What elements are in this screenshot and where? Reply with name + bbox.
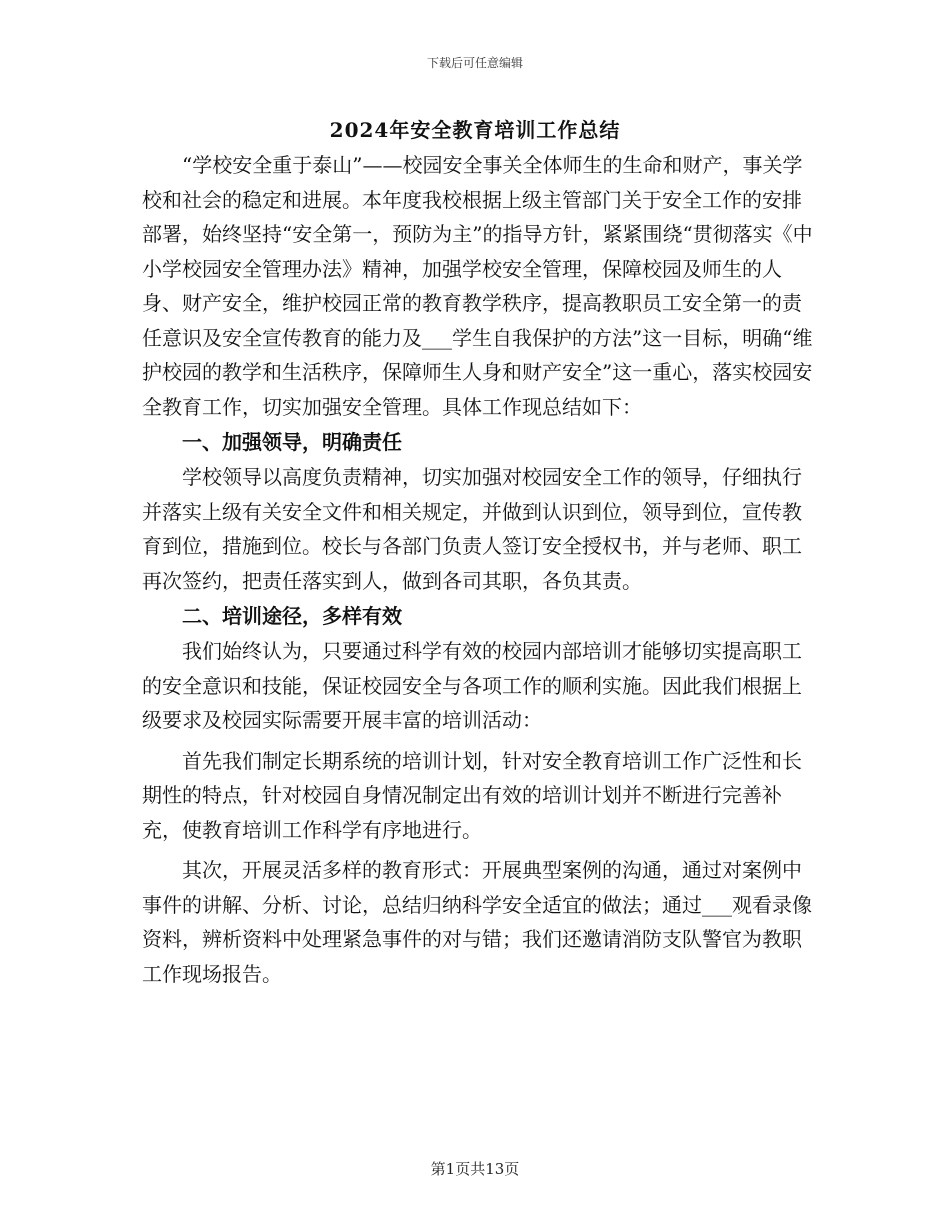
document-body [142,148,818,991]
intro-paragraph: “学校安全重于泰山”——校园安全事关全体师生的生命和财产，事关学校和社会的稳定和进展。本年度我校根据上级主管部门关于安全工作的安排部署，始终坚持“安全第一，预防为主”的指导方针，紧紧围绕“贯彻落实《中小学校园安全管理办法》精神，加强学校安全管理，保障校园及师生的人身、财产安全，维护校园正常的教育教学秩序，提高教职员工安全第一的责任意识及安全宣传教育的能力及___学生自我保护的方法”这一目标，明确“维护校园的教学和生活秩序，保障师生人身和财产安全”这一重心，落实校园安全教育工作，切实加强安全管理。具体工作现总结如下： [142,153,813,419]
page-footer: 第1页共13页 [430,1160,520,1178]
section-heading-2: 二、培训途径，多样有效 [182,604,402,628]
document-title: 2024年安全教育培训工作总结 [329,118,621,142]
section-heading-1: 一、加强领导，明确责任 [182,430,402,454]
section-2-paragraph-2: 首先我们制定长期系统的培训计划，针对安全教育培训工作广泛性和长期性的特点，针对校园自身情况制定出有效的培训计划并不断进行完善补充，使教育培训工作科学有序地进行。 [142,748,802,842]
section-2-paragraph-3: 其次，开展灵活多样的教育形式：开展典型案例的沟通，通过对案例中事件的讲解、分析、讨论，总结归纳科学安全适宜的做法；通过___观看录像资料，辨析资料中处理紧急事件的对与错；我们还邀请消防支队警官为教职工作现场报告。 [142,858,812,986]
section-2-paragraph-1: 我们始终认为，只要通过科学有效的校园内部培训才能够切实提高职工的安全意识和技能，保证校园安全与各项工作的顺利实施。因此我们根据上级要求及校园实际需要开展丰富的培训活动： [142,639,802,732]
header-note: 下载后可任意编辑 [426,56,523,70]
section-1-paragraph: 学校领导以高度负责精神，切实加强对校园安全工作的领导，仔细执行并落实上级有关安全文件和相关规定，并做到认识到位，领导到位，宣传教育到位，措施到位。校长与各部门负责人签订安全授权书，并与老师、职工再次签约，把责任落实到人，做到各司其职，各负其责。 [142,465,802,593]
